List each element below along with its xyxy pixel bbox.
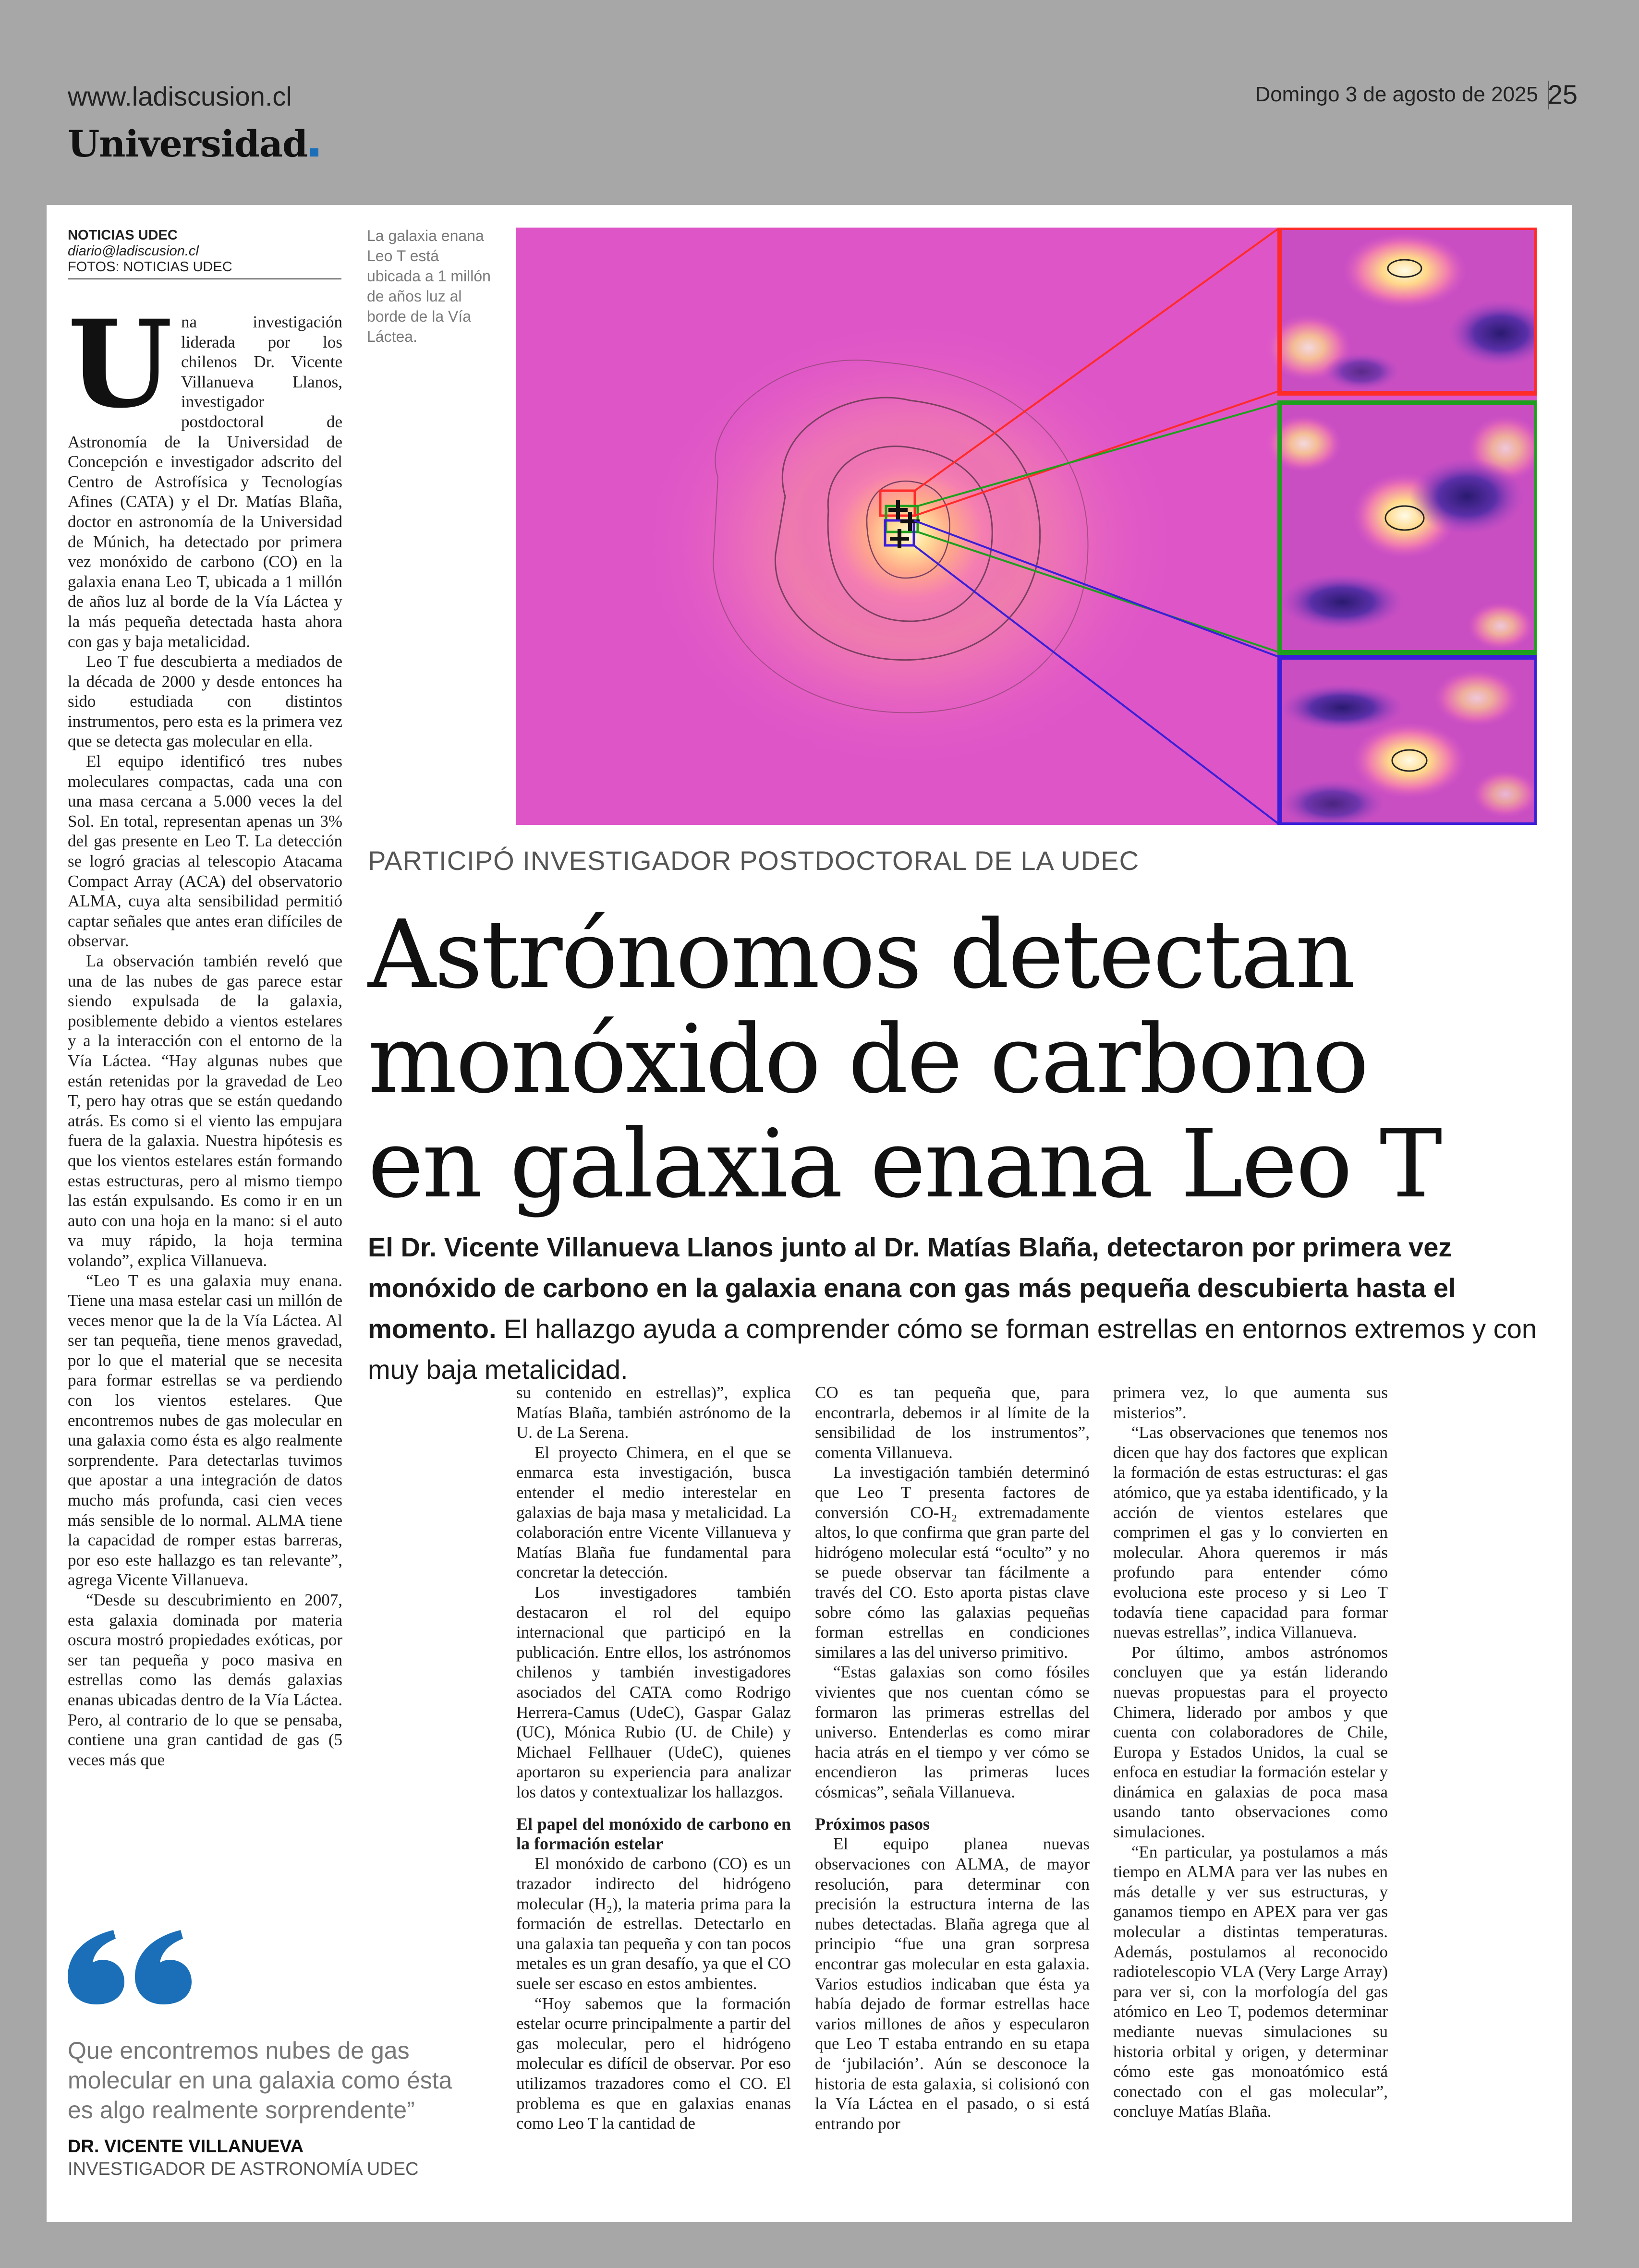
paragraph: na investigación liderada por los chilenos Dr. Vicente Villanueva Llanos, investigador postdoctoral de Astronomía de la Universidad de Concepción e investigador adscrito del Centro de Astrofísica y Tecnologías Afines (CATA) y el Dr. Matías Blaña, doctor en astronomía de la Universidad de Múnich, ha detectado por primera vez monóxido de carbono (CO) en la galaxia enana Leo T, ubicada a 1 millón de años luz al borde de la Vía Láctea y la más pequeña detectada hasta ahora con gas y baja metalicidad.	[68, 313, 342, 651]
paragraph: “Las observaciones que tenemos nos dicen que hay dos factores que explican la formación de estas estructuras: el gas atómico, que ya estaba identificado, y la acción de vientos estelares que comprimen el gas y lo convierten en molecular. Ahora queremos ir más profundo para entender cómo evoluciona este proceso y si Leo T todavía tiene capacidad para formar nuevas estrellas”, indica Villanueva.	[1113, 1423, 1388, 1642]
inset-panel-red	[1265, 228, 1537, 393]
byline	[68, 228, 341, 275]
galaxy-co-map-image	[516, 228, 1537, 825]
body-column-1	[68, 293, 342, 1770]
section-title-text: Universidad	[68, 122, 308, 165]
section-dot-icon	[310, 148, 318, 157]
article-deck	[368, 1227, 1540, 1390]
paragraph: Por último, ambos astrónomos concluyen que ya están liderando nuevas propuestas para el proyecto Chimera, liderado por ambos y que cuenta con colaboradores de Chile, Europa y Estados Unidos, la cual se enfoca en estudiar la formación estelar y dinámica en galaxias de poca masa usando tanto observaciones como simulaciones.	[1113, 1642, 1388, 1842]
paragraph: “En particular, ya postulamos a más tiempo en ALMA para ver las nubes en más detalle y ver sus estructuras, y ganamos tiempo en APEX para ver gas molecular a distintas temperaturas. Además, postulamos al reconocido radiotelescopio VLA (Very Large Array) para ver si, con la morfología del gas atómico en Leo T, podemos determinar mediante nuevas simulaciones su historia orbital y origen, y determinar cómo este gas monoatómico está conectado con el gas molecular”, concluye Matías Blaña.	[1113, 1842, 1388, 2121]
inset-panel-green	[1265, 403, 1537, 652]
section-title	[68, 122, 318, 165]
paragraph: La investigación también determinó que Leo T presenta factores de conversión CO-H₂ extremadamente altos, lo que confirma que gran parte del hidrógeno molecular está “oculto” y no se puede observar tan fácilmente a través del CO. Esto aporta pistas clave sobre cómo las galaxias pequeñas forman estrellas en condiciones similares a las del universo primitivo.	[815, 1463, 1090, 1662]
paragraph: La observación también reveló que una de las nubes de gas parece estar siendo expulsada de la galaxia, posiblemente debido a vientos estelares y a la interacción con el entorno de la Vía Láctea. “Hay algunas nubes que están retenidas por la gravedad de Leo T, pero hay otras que se están quedando atrás. Es como si el viento las empujara fuera de la galaxia. Nuestra hipótesis es que los vientos estelares están formando estas estructuras, pero al mismo tiempo las están expulsando. Es como ir en un auto con una hoja en la mano: si el auto va muy rápido, la hoja termina volando”, explica Villanueva.	[68, 952, 342, 1270]
subhead-next-steps: Próximos pasos	[815, 1814, 930, 1834]
paragraph: El equipo planea nuevas observaciones con ALMA, de mayor resolución, para determinar con precisión la estructura interna de las nubes detectadas. Blaña agrega que al principio “fue una gran sorpresa encontrar gas molecular en esta galaxia. Varios estudios indicaban que ésta ya había dejado de formar estrellas hace varios millones de años y especularon que Leo T estaba entrando en su etapa de ‘jubilación’. Aún se desconoce la historia de esta galaxia, si colisionó con la Vía Láctea en el pasado, o si está entrando por	[815, 1834, 1090, 2133]
byline-email[interactable]: diario@ladiscusion.cl	[68, 243, 199, 259]
headline-line-1: Astrónomos detectan	[368, 900, 1355, 1010]
pull-quote-role: INVESTIGADOR DE ASTRONOMÍA UDEC	[68, 2159, 419, 2179]
headline	[368, 900, 1544, 1219]
paragraph: su contenido en estrellas)”, explica Matías Blaña, también astrónomo de la U. de La Serena.	[516, 1383, 791, 1442]
byline-photos: FOTOS: NOTICIAS UDEC	[68, 259, 232, 275]
subhead-co-role: El papel del monóxido de carbono en la formación estelar	[516, 1814, 791, 1854]
header-date: Domingo 3 de agosto de 2025	[1255, 83, 1538, 106]
site-url[interactable]: www.ladiscusion.cl	[68, 81, 292, 111]
headline-line-2: monóxido de carbono	[368, 1005, 1368, 1114]
paragraph: El equipo identificó tres nubes moleculares compactas, cada una con una masa cercana a 5.000 veces la del Sol. En total, representan apenas un 3% del gas presente en Leo T. La detección se logró gracias al telescopio Atacama Compact Array (ACA) del observatorio ALMA, cuya alta sensibilidad permitió captar señales que antes eran difíciles de observar.	[68, 752, 342, 951]
body-column-4	[1113, 1383, 1388, 2122]
paragraph: CO es tan pequeña que, para encontrarla, debemos ir al límite de la sensibilidad de los instrumentos”, comenta Villanueva.	[815, 1383, 1090, 1462]
drop-cap: U	[68, 293, 173, 434]
paragraph: “Hoy sabemos que la formación estelar ocurre principalmente a partir del gas molecular, pero el hidrógeno molecular es difícil de observar. Por eso utilizamos trazadores como el CO. El problema es que en galaxias enanas como Leo T la cantidad de	[516, 1994, 791, 2133]
byline-divider	[68, 278, 341, 279]
body-column-3	[815, 1383, 1090, 2134]
byline-kicker: NOTICIAS UDEC	[68, 228, 178, 243]
paragraph: “Estas galaxias son como fósiles vivientes que nos cuentan cómo se formaron las primeras estrellas del universo. Entenderlas es como mirar hacia atrás en el tiempo y ver cómo se encendieron las primeras luces cósmicas”, señala Villanueva.	[815, 1663, 1090, 1801]
paragraph: Los investigadores también destacaron el rol del equipo internacional que participó en la publicación. Entre ellos, los astrónomos chilenos y también investigadores asociados del CATA como Rodrigo Herrera-Camus (UdeC), Gaspar Galaz (UC), Mónica Rubio (U. de Chile) y Michael Fellhauer (UdeC), quienes aportaron su experiencia para analizar los datos y contextualizar los hallazgos.	[516, 1582, 791, 1801]
photo-caption: La galaxia enana Leo T está ubicada a 1 millón de años luz al borde de la Vía Láctea.	[367, 227, 491, 345]
body-column-2	[516, 1383, 791, 2134]
deck-bold: El Dr. Vicente Villanueva Llanos junto al Dr. Matías Blaña, detectaron por primera vez monóxido de carbono en la galaxia enana con gas más pequeña descubierta hasta el momento.	[368, 1232, 1456, 1344]
article-kicker: PARTICIPÓ INVESTIGADOR POSTDOCTORAL DE LA UDEC	[368, 845, 1140, 876]
pull-quote-text: Que encontremos nubes de gas molecular en una galaxia como ésta es algo realmente sorprendente”	[68, 2037, 452, 2123]
page-number: 25	[1547, 79, 1578, 109]
pull-quote-author: DR. VICENTE VILLANUEVA	[68, 2136, 304, 2157]
paragraph: El proyecto Chimera, en el que se enmarca esta investigación, busca entender el medio interestelar en galaxias de baja masa y metalicidad. La colaboración entre Vicente Villanueva y Matías Blaña fue fundamental para concretar la detección.	[516, 1443, 791, 1582]
paragraph: El monóxido de carbono (CO) es un trazador indirecto del hidrógeno molecular (H₂), la materia prima para la formación de estrellas. Detectarlo en una galaxia tan pequeña y con tan pocos metales es un gran desafío, ya que el CO suele ser escaso en estos ambientes.	[516, 1854, 791, 1993]
quote-marks-icon	[68, 1930, 197, 2007]
paragraph: “Desde su descubrimiento en 2007, esta galaxia dominada por materia oscura mostró propiedades exóticas, por ser tan pequeña y poco masiva en estrellas como las demás galaxias enanas ubicadas dentro de la Vía Láctea. Pero, al contrario de lo que se pensaba, contiene una gran cantidad de gas (5 veces más que	[68, 1591, 342, 1769]
inset-panel-blue	[1280, 657, 1537, 825]
paragraph: Leo T fue descubierta a mediados de la década de 2000 y desde entonces ha sido estudiada con distintos instrumentos, pero esta es la primera vez que se detecta gas molecular en ella.	[68, 652, 342, 751]
headline-line-3: en galaxia enana Leo T	[368, 1110, 1441, 1219]
paragraph: “Leo T es una galaxia muy enana. Tiene una masa estelar casi un millón de veces menor que la de la Vía Láctea. Al ser tan pequeña, tiene menos gravedad, por lo que el material que se necesita para formar estrellas se va perdiendo con los vientos estelares. Que encontremos nubes de gas molecular en una galaxia como ésta es algo realmente sorprendente. Para detectarlas tuvimos que apostar a una integración de datos mucho más profunda, casi cien veces más sensible de lo normal. ALMA tiene la capacidad de romper estas barreras, por eso este hallazgo es tan relevante”, agrega Vicente Villanueva.	[68, 1271, 342, 1590]
deck-rest: El hallazgo ayuda a comprender cómo se forman estrellas en entornos extremos y con muy baja metalicidad.	[368, 1314, 1537, 1385]
paragraph: primera vez, lo que aumenta sus misterios”.	[1113, 1383, 1388, 1422]
